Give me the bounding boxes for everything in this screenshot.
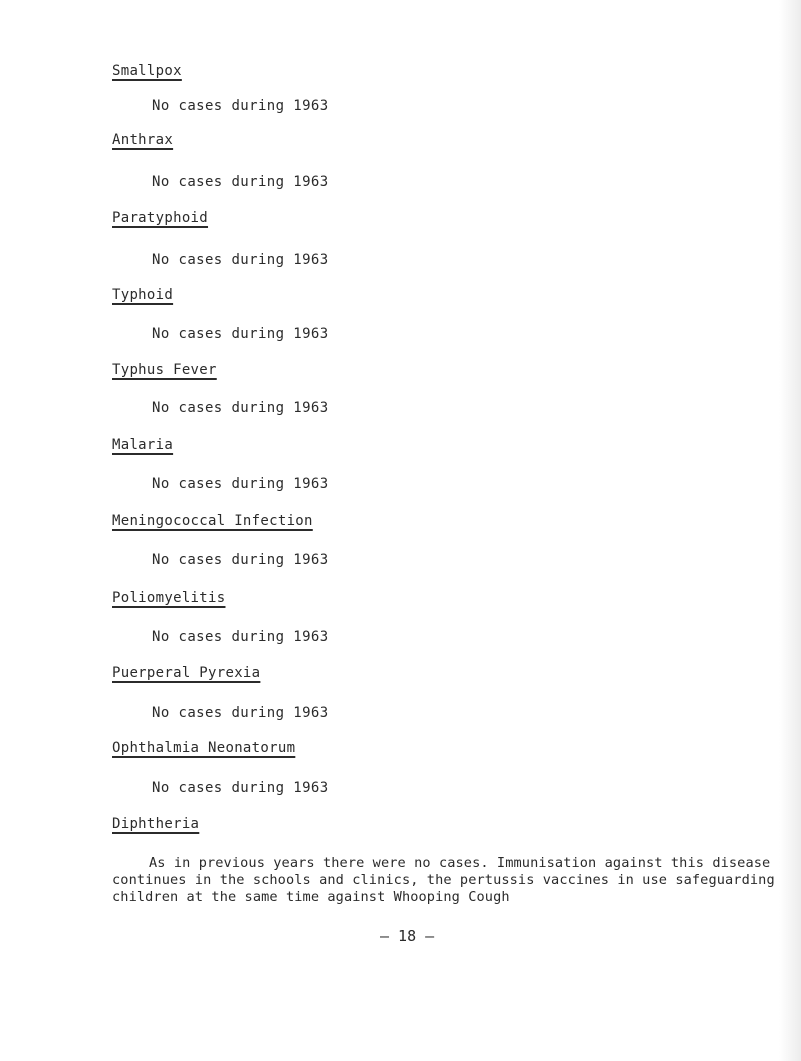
- heading-meningococcal-infection: Meningococcal Infection: [112, 513, 313, 529]
- heading-paratyphoid: Paratyphoid: [112, 210, 209, 226]
- note-typhus-fever: No cases during 1963: [152, 400, 329, 416]
- note-smallpox: No cases during 1963: [152, 98, 329, 114]
- heading-puerperal-pyrexia: Puerperal Pyrexia: [112, 665, 261, 681]
- note-meningococcal-infection: No cases during 1963: [152, 552, 329, 568]
- heading-smallpox: Smallpox: [112, 63, 182, 79]
- heading-typhus-fever: Typhus Fever: [112, 362, 217, 378]
- note-poliomyelitis: No cases during 1963: [152, 629, 329, 645]
- note-anthrax: No cases during 1963: [152, 174, 329, 190]
- heading-typhoid: Typhoid: [112, 287, 174, 303]
- heading-malaria: Malaria: [112, 437, 174, 453]
- heading-diphtheria: Diphtheria: [112, 816, 200, 832]
- note-ophthalmia-neonatorum: No cases during 1963: [152, 780, 329, 796]
- note-paratyphoid: No cases during 1963: [152, 252, 329, 268]
- note-puerperal-pyrexia: No cases during 1963: [152, 705, 329, 721]
- page-number: – 18 –: [380, 927, 435, 945]
- heading-ophthalmia-neonatorum: Ophthalmia Neonatorum: [112, 740, 296, 756]
- heading-poliomyelitis: Poliomyelitis: [112, 590, 226, 606]
- note-malaria: No cases during 1963: [152, 476, 329, 492]
- diphtheria-paragraph-text: As in previous years there were no cases. Immunisation against this disease continues in the schools and clinics, the pertussis vaccines in use safeguarding children at the same time against Whooping Cough: [112, 855, 775, 905]
- note-typhoid: No cases during 1963: [152, 326, 329, 342]
- diphtheria-paragraph: [112, 855, 792, 906]
- heading-anthrax: Anthrax: [112, 132, 174, 148]
